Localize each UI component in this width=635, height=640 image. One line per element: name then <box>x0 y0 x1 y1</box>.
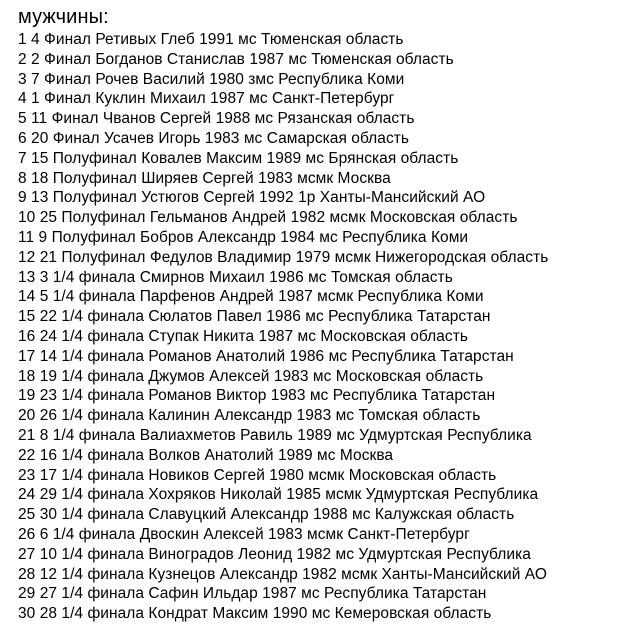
result-row: 27 10 1/4 финала Виноградов Леонид 1982 мс Удмуртская Республика <box>18 545 531 563</box>
result-row: 21 8 1/4 финала Валиахметов Равиль 1989 мс Удмуртская Республика <box>18 426 532 444</box>
result-row: 26 6 1/4 финала Двоскин Алексей 1983 мсмк Санкт-Петербург <box>18 525 470 543</box>
result-row: 1 4 Финал Ретивых Глеб 1991 мс Тюменская область <box>18 31 404 48</box>
result-row: 30 28 1/4 финала Кондрат Максим 1990 мс Кемеровская область <box>18 605 492 623</box>
result-row: 3 7 Финал Рочев Василий 1980 змс Республика Коми <box>18 70 405 88</box>
result-row: 6 20 Финал Усачев Игорь 1983 мс Самарская область <box>18 129 410 147</box>
results-list <box>18 30 635 624</box>
result-row: 7 15 Полуфинал Ковалев Максим 1989 мс Брянская область <box>18 149 459 167</box>
result-row: 28 12 1/4 финала Кузнецов Александр 1982 мсмк Ханты-Мансийский АО <box>18 565 547 583</box>
result-row: 16 24 1/4 финала Ступак Никита 1987 мс Московская область <box>18 327 468 345</box>
result-row: 14 5 1/4 финала Парфенов Андрей 1987 мсмк Республика Коми <box>18 288 484 306</box>
result-row: 20 26 1/4 финала Калинин Александр 1983 мс Томская область <box>18 407 481 425</box>
result-row: 29 27 1/4 финала Сафин Ильдар 1987 мс Республика Татарстан <box>18 585 487 603</box>
result-row: 17 14 1/4 финала Романов Анатолий 1986 мс Республика Татарстан <box>18 347 514 365</box>
result-row: 24 29 1/4 финала Хохряков Николай 1985 мсмк Удмуртская Республика <box>18 486 539 504</box>
result-row: 10 25 Полуфинал Гельманов Андрей 1982 мсмк Московская область <box>18 209 518 227</box>
result-row: 22 16 1/4 финала Волков Анатолий 1989 мс Москва <box>18 446 394 464</box>
result-row: 19 23 1/4 финала Романов Виктор 1983 мс Республика Татарстан <box>18 387 496 405</box>
result-row: 13 3 1/4 финала Смирнов Михаил 1986 мс Томская область <box>18 268 453 286</box>
result-row: 9 13 Полуфинал Устюгов Сергей 1992 1р Ханты-Мансийский АО <box>18 189 486 207</box>
result-row: 5 11 Финал Чванов Сергей 1988 мс Рязанская область <box>18 110 415 128</box>
result-row: 12 21 Полуфинал Федулов Владимир 1979 мсмк Нижегородская область <box>18 248 549 266</box>
result-row: 23 17 1/4 финала Новиков Сергей 1980 мсмк Московская область <box>18 466 497 484</box>
result-row: 18 19 1/4 финала Джумов Алексей 1983 мс Московская область <box>18 367 484 385</box>
result-row: 15 22 1/4 финала Сюлатов Павел 1986 мс Республика Татарстан <box>18 308 491 326</box>
result-row: 2 2 Финал Богданов Станислав 1987 мс Тюменская область <box>18 50 454 68</box>
result-row: 25 30 1/4 финала Славуцкий Александр 1988 мс Калужская область <box>18 506 515 524</box>
result-row: 4 1 Финал Куклин Михаил 1987 мс Санкт-Петербург <box>18 90 395 108</box>
section-heading: мужчины: <box>18 6 109 28</box>
result-row: 8 18 Полуфинал Ширяев Сергей 1983 мсмк Москва <box>18 169 391 187</box>
result-row: 11 9 Полуфинал Бобров Александр 1984 мс Республика Коми <box>18 228 469 246</box>
